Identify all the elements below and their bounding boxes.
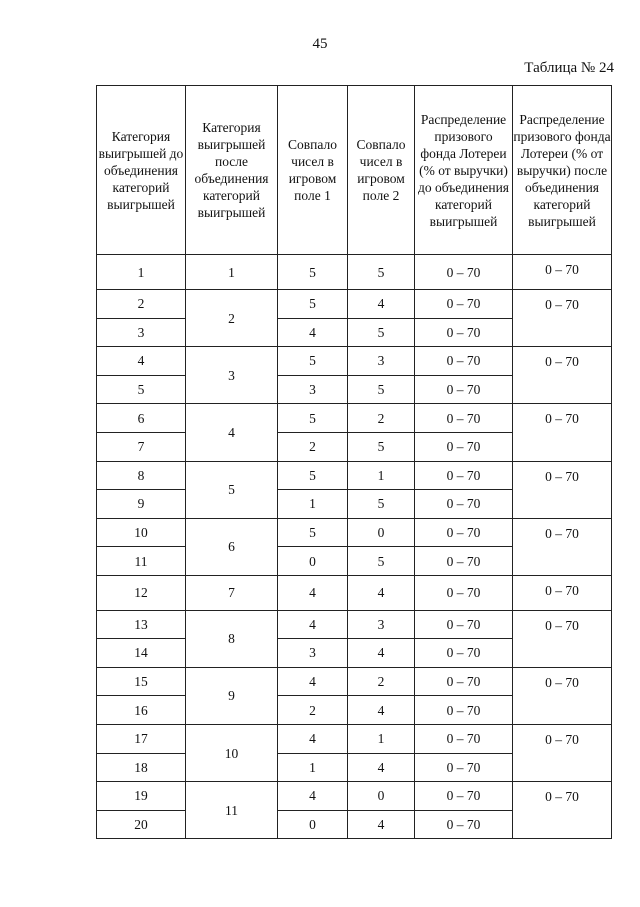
cell-distribution-before: 0 – 70	[415, 347, 513, 376]
cell-matched-field-1: 5	[278, 255, 348, 290]
cell-distribution-before: 0 – 70	[415, 810, 513, 839]
table-row	[97, 290, 612, 319]
cell-distribution-after: 0 – 70	[513, 667, 612, 724]
cell-category-before: 19	[97, 782, 186, 811]
table-label: Таблица № 24	[524, 60, 614, 76]
cell-category-before: 3	[97, 318, 186, 347]
cell-category-after: 3	[186, 347, 278, 404]
cell-distribution-before: 0 – 70	[415, 782, 513, 811]
table-row	[97, 724, 612, 753]
cell-category-after: 5	[186, 461, 278, 518]
cell-distribution-before: 0 – 70	[415, 547, 513, 576]
cell-matched-field-1: 3	[278, 639, 348, 668]
cell-matched-field-2: 4	[348, 290, 415, 319]
table-header-row	[97, 86, 612, 255]
cell-matched-field-2: 4	[348, 810, 415, 839]
cell-category-before: 16	[97, 696, 186, 725]
cell-category-after: 10	[186, 724, 278, 781]
cell-distribution-before: 0 – 70	[415, 318, 513, 347]
cell-matched-field-2: 2	[348, 404, 415, 433]
cell-distribution-after: 0 – 70	[513, 610, 612, 667]
cell-matched-field-2: 0	[348, 518, 415, 547]
cell-matched-field-2: 5	[348, 432, 415, 461]
table-row	[97, 347, 612, 376]
cell-matched-field-1: 3	[278, 375, 348, 404]
cell-matched-field-1: 2	[278, 432, 348, 461]
header-category-after: Категория выигрышей после объединения категорий выигрышей	[186, 86, 278, 255]
cell-matched-field-1: 1	[278, 490, 348, 519]
cell-distribution-before: 0 – 70	[415, 461, 513, 490]
table-row	[97, 610, 612, 639]
table-row	[97, 461, 612, 490]
cell-matched-field-2: 4	[348, 575, 415, 610]
header-matched-field-1: Совпало чисел в игровом поле 1	[278, 86, 348, 255]
cell-distribution-before: 0 – 70	[415, 375, 513, 404]
cell-matched-field-2: 4	[348, 753, 415, 782]
cell-category-before: 7	[97, 432, 186, 461]
cell-matched-field-1: 5	[278, 347, 348, 376]
cell-distribution-before: 0 – 70	[415, 696, 513, 725]
cell-distribution-after: 0 – 70	[513, 255, 612, 290]
cell-category-before: 20	[97, 810, 186, 839]
cell-distribution-before: 0 – 70	[415, 290, 513, 319]
cell-category-after: 8	[186, 610, 278, 667]
cell-matched-field-1: 5	[278, 290, 348, 319]
cell-matched-field-1: 5	[278, 518, 348, 547]
cell-matched-field-2: 5	[348, 375, 415, 404]
cell-matched-field-2: 1	[348, 724, 415, 753]
cell-category-before: 17	[97, 724, 186, 753]
cell-matched-field-2: 5	[348, 255, 415, 290]
cell-matched-field-1: 4	[278, 318, 348, 347]
cell-matched-field-1: 4	[278, 610, 348, 639]
cell-category-before: 8	[97, 461, 186, 490]
cell-distribution-before: 0 – 70	[415, 404, 513, 433]
cell-category-after: 6	[186, 518, 278, 575]
header-distribution-after: Распределение призового фонда Лотереи (% от выручки) после объединения категорий выигрышей	[513, 86, 612, 255]
cell-distribution-before: 0 – 70	[415, 724, 513, 753]
cell-distribution-before: 0 – 70	[415, 490, 513, 519]
cell-category-before: 6	[97, 404, 186, 433]
prize-distribution-table	[96, 85, 612, 839]
header-category-before: Категория выигрышей до объединения категорий выигрышей	[97, 86, 186, 255]
cell-distribution-after: 0 – 70	[513, 461, 612, 518]
header-distribution-before: Распределение призового фонда Лотереи (% от выручки) до объединения категорий выигрышей	[415, 86, 513, 255]
header-matched-field-2: Совпало чисел в игровом поле 2	[348, 86, 415, 255]
cell-distribution-before: 0 – 70	[415, 575, 513, 610]
cell-distribution-after: 0 – 70	[513, 575, 612, 610]
cell-distribution-before: 0 – 70	[415, 753, 513, 782]
cell-category-before: 15	[97, 667, 186, 696]
cell-matched-field-1: 5	[278, 461, 348, 490]
table-row	[97, 667, 612, 696]
cell-category-before: 10	[97, 518, 186, 547]
cell-distribution-after: 0 – 70	[513, 782, 612, 839]
cell-matched-field-1: 4	[278, 575, 348, 610]
cell-matched-field-1: 1	[278, 753, 348, 782]
cell-category-after: 9	[186, 667, 278, 724]
table-row	[97, 782, 612, 811]
cell-distribution-after: 0 – 70	[513, 518, 612, 575]
cell-matched-field-2: 2	[348, 667, 415, 696]
cell-category-before: 11	[97, 547, 186, 576]
table-row	[97, 255, 612, 290]
cell-category-before: 9	[97, 490, 186, 519]
cell-category-before: 1	[97, 255, 186, 290]
cell-matched-field-2: 5	[348, 318, 415, 347]
cell-category-before: 13	[97, 610, 186, 639]
table-body	[97, 255, 612, 839]
cell-matched-field-1: 0	[278, 810, 348, 839]
cell-distribution-after: 0 – 70	[513, 724, 612, 781]
cell-distribution-before: 0 – 70	[415, 432, 513, 461]
cell-category-after: 11	[186, 782, 278, 839]
cell-distribution-before: 0 – 70	[415, 639, 513, 668]
cell-matched-field-1: 4	[278, 724, 348, 753]
cell-distribution-after: 0 – 70	[513, 290, 612, 347]
cell-category-before: 14	[97, 639, 186, 668]
cell-matched-field-1: 2	[278, 696, 348, 725]
cell-category-after: 2	[186, 290, 278, 347]
cell-matched-field-1: 4	[278, 667, 348, 696]
cell-distribution-before: 0 – 70	[415, 667, 513, 696]
cell-category-before: 12	[97, 575, 186, 610]
cell-category-after: 1	[186, 255, 278, 290]
cell-category-before: 2	[97, 290, 186, 319]
table-row	[97, 518, 612, 547]
cell-matched-field-2: 5	[348, 547, 415, 576]
cell-distribution-before: 0 – 70	[415, 610, 513, 639]
cell-category-before: 5	[97, 375, 186, 404]
cell-matched-field-1: 4	[278, 782, 348, 811]
page-number: 45	[312, 36, 328, 52]
cell-matched-field-2: 4	[348, 639, 415, 668]
cell-matched-field-2: 4	[348, 696, 415, 725]
cell-matched-field-1: 0	[278, 547, 348, 576]
cell-matched-field-2: 1	[348, 461, 415, 490]
cell-matched-field-1: 5	[278, 404, 348, 433]
cell-category-after: 4	[186, 404, 278, 461]
cell-matched-field-2: 3	[348, 347, 415, 376]
cell-distribution-before: 0 – 70	[415, 518, 513, 547]
cell-matched-field-2: 0	[348, 782, 415, 811]
table-row	[97, 404, 612, 433]
table-row	[97, 575, 612, 610]
cell-category-before: 18	[97, 753, 186, 782]
cell-matched-field-2: 5	[348, 490, 415, 519]
cell-category-before: 4	[97, 347, 186, 376]
cell-distribution-before: 0 – 70	[415, 255, 513, 290]
cell-distribution-after: 0 – 70	[513, 347, 612, 404]
cell-distribution-after: 0 – 70	[513, 404, 612, 461]
cell-category-after: 7	[186, 575, 278, 610]
cell-matched-field-2: 3	[348, 610, 415, 639]
